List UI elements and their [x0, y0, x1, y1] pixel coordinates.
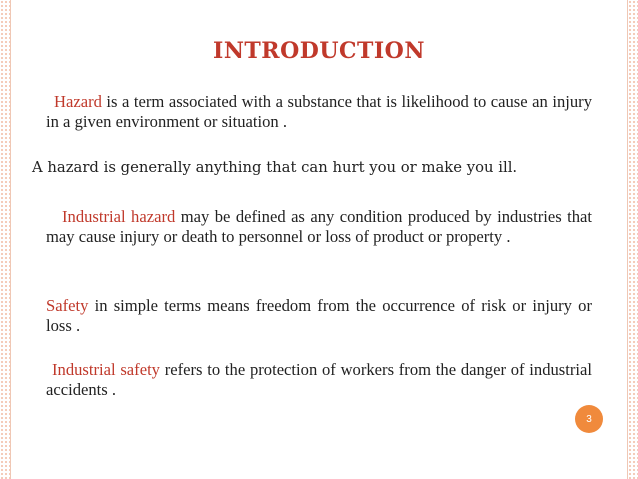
right-dotted-border: [628, 0, 638, 479]
definition-safety: in simple terms means freedom from the occurrence of risk or injury or loss .: [46, 296, 592, 335]
paragraph-hazard: [46, 92, 592, 132]
hazard-general-text: A hazard is generally anything that can hurt you or make you ill.: [32, 159, 518, 176]
left-border-line: [10, 0, 11, 479]
term-safety: Safety: [46, 296, 89, 315]
left-dotted-border: [0, 0, 10, 479]
definition-hazard: is a term associated with a substance that is likelihood to cause an injury in a given environment or situation .: [46, 92, 592, 131]
slide-title: INTRODUCTION: [213, 38, 425, 64]
paragraph-safety: [46, 296, 592, 336]
paragraph-industrial-safety: [46, 360, 592, 400]
definition-industrial-hazard: may be defined as any condition produced by industries that may cause injury or death to personnel or loss of product or property .: [46, 207, 592, 246]
term-hazard: Hazard: [54, 92, 102, 111]
paragraph-hazard-general: [32, 158, 592, 178]
term-industrial-safety: Industrial safety: [52, 360, 160, 379]
paragraph-industrial-hazard: [46, 207, 592, 247]
term-industrial-hazard: Industrial hazard: [62, 207, 176, 226]
definition-industrial-safety: refers to the protection of workers from the danger of industrial accidents .: [46, 360, 592, 399]
page-number-badge: 3: [575, 405, 603, 433]
right-border-line: [627, 0, 628, 479]
